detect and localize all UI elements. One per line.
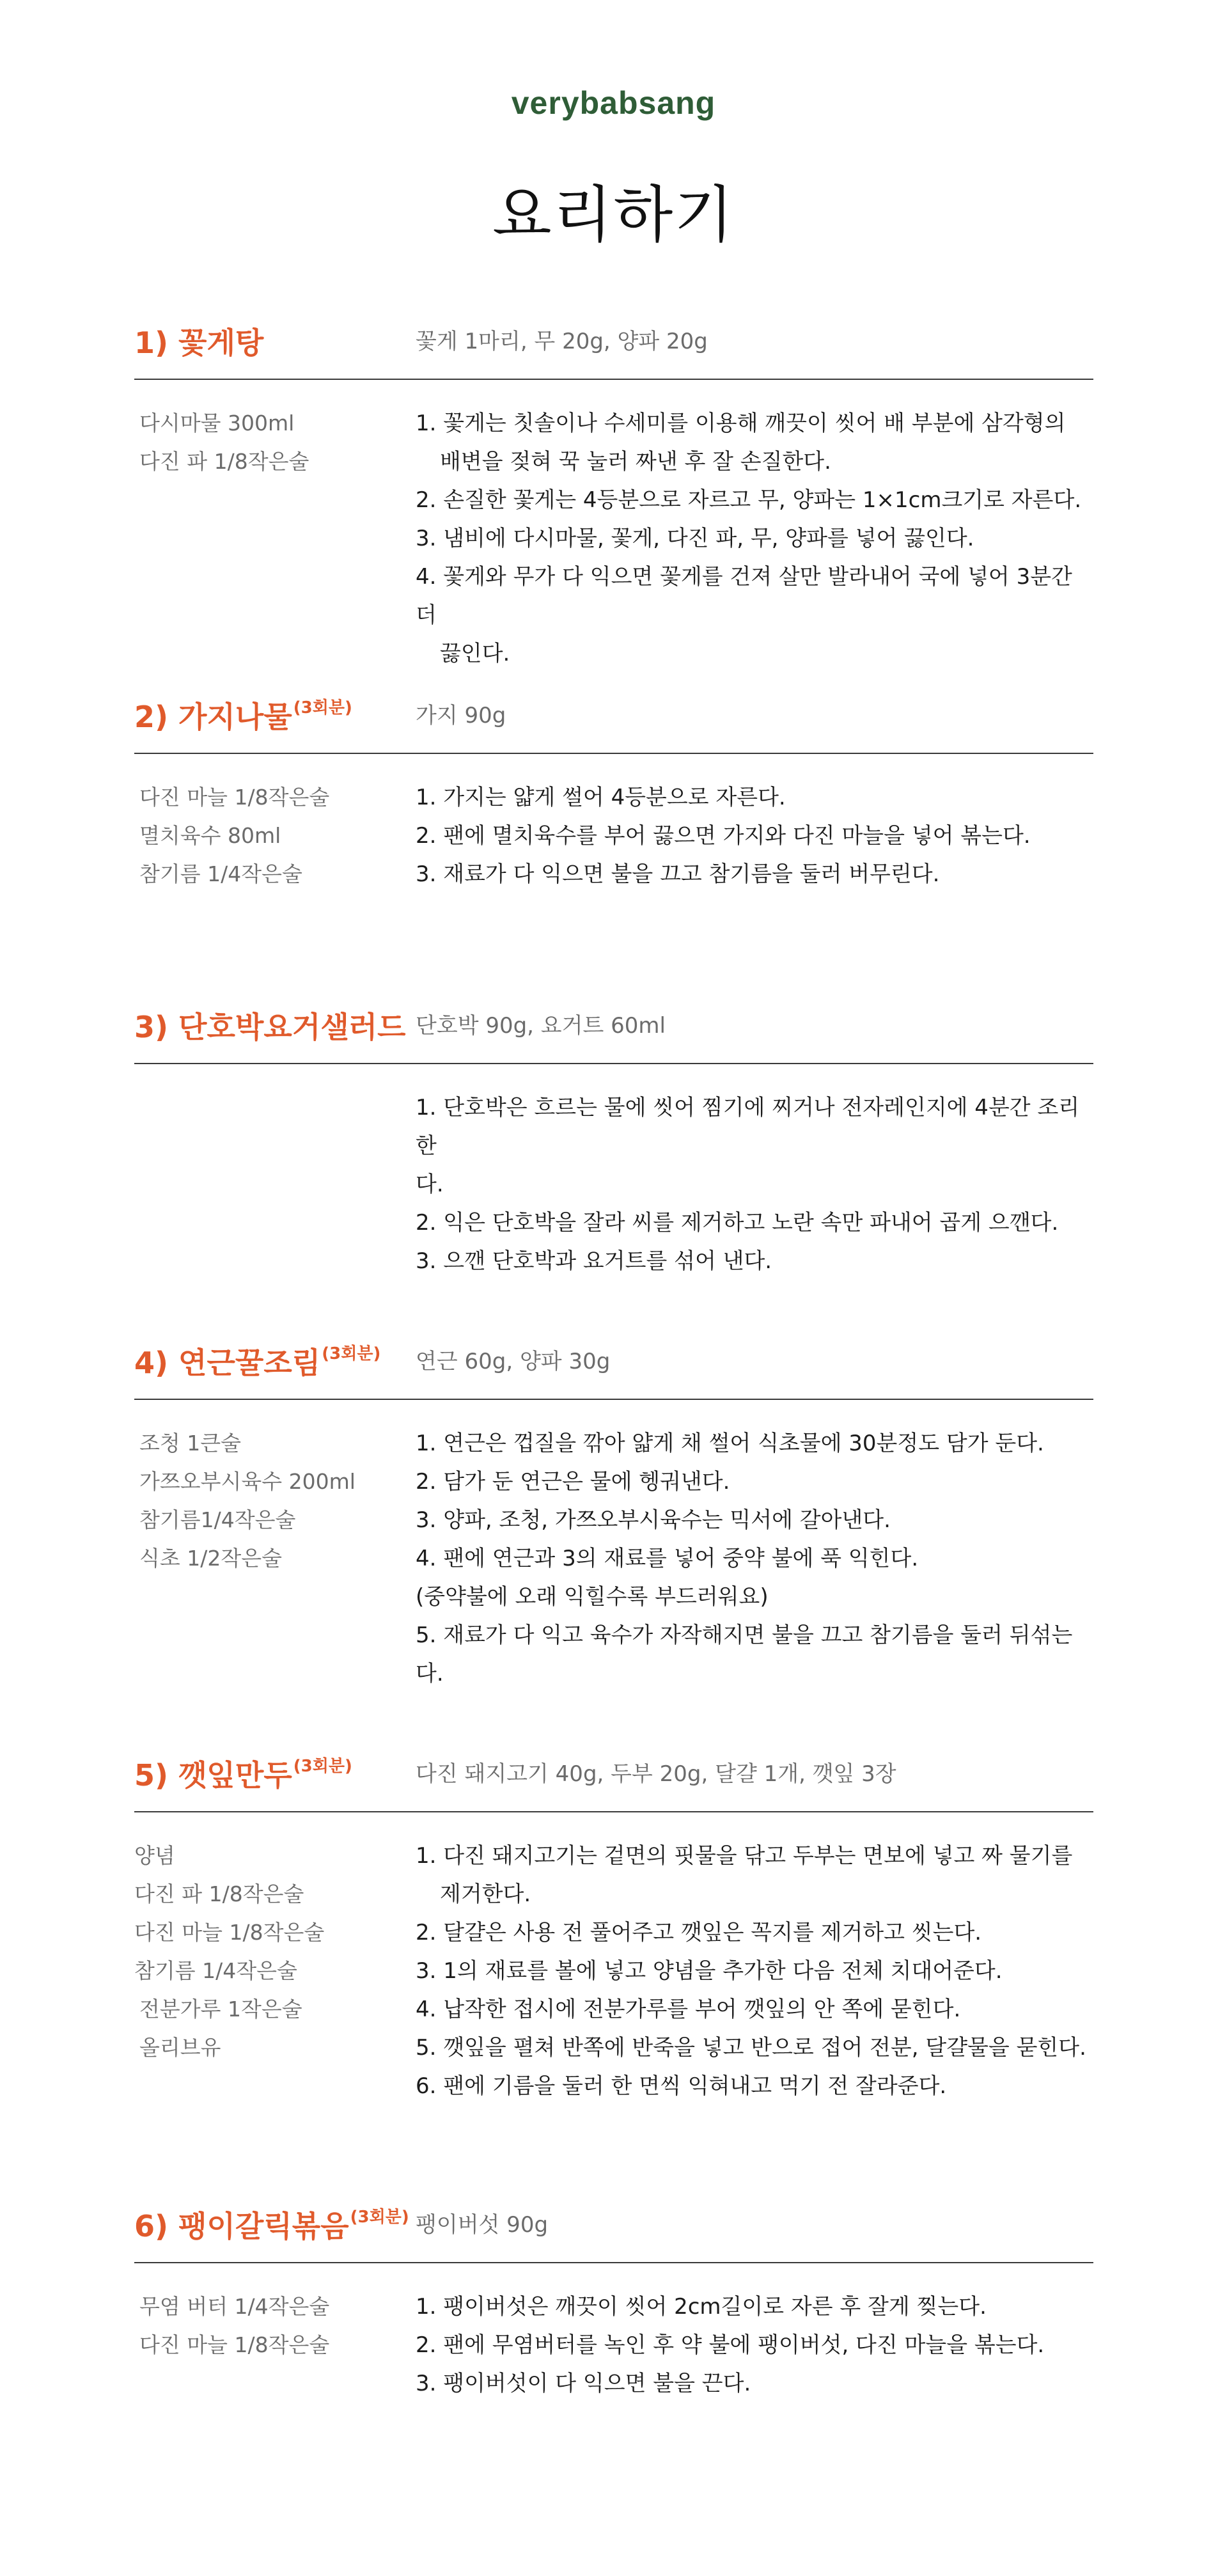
- step-line: 2. 팬에 멸치육수를 부어 끓으면 가지와 다진 마늘을 넣어 볶는다.: [416, 823, 1031, 849]
- seasoning-item: 참기름 1/4작은술: [134, 1958, 297, 1983]
- section-header: [134, 1340, 1093, 1410]
- seasoning-item: 다진 마늘 1/8작은술: [139, 785, 330, 810]
- step-line: (중약불에 오래 익힐수록 부드러워요): [416, 1584, 769, 1610]
- step-line: 1. 팽이버섯은 깨끗이 씻어 2cm길이로 자른 후 잘게 찢는다.: [416, 2294, 987, 2320]
- step-list: [416, 404, 1093, 673]
- section-header: [134, 1004, 1093, 1074]
- seasoning-item: 무염 버터 1/4작은술: [139, 2294, 330, 2319]
- step-line: 3. 재료가 다 익으면 불을 끄고 참기름을 둘러 버무린다.: [416, 861, 940, 887]
- recipe-section: [134, 2203, 1093, 2396]
- section-ingredients: 꽃게 1마리, 무 20g, 양파 20g: [416, 329, 708, 354]
- section-note: (3회분): [293, 698, 352, 718]
- seasoning-list: [139, 1424, 395, 1578]
- seasoning-item: 멸치육수 80ml: [139, 823, 281, 848]
- step-line: 2. 달걀은 사용 전 풀어주고 깻잎은 꼭지를 제거하고 씻는다.: [416, 1920, 982, 1945]
- step-list: [416, 1424, 1093, 1693]
- section-title: [134, 1752, 352, 1795]
- seasoning-list: [139, 778, 395, 893]
- section-note: (3회분): [350, 2208, 409, 2227]
- brand-logo: verybabsang: [511, 85, 716, 121]
- section-title-text: 4) 연근꿀조림: [134, 1346, 321, 1380]
- section-header: [134, 1752, 1093, 1823]
- step-list: [416, 778, 1093, 893]
- step-line: 5. 재료가 다 익고 육수가 자작해지면 불을 끄고 참기름을 둘러 뒤섞는다.: [416, 1622, 1073, 1686]
- step-line: 3. 냄비에 다시마물, 꽃게, 다진 파, 무, 양파를 넣어 끓인다.: [416, 526, 974, 551]
- seasoning-item: 다시마물 300ml: [139, 411, 295, 436]
- seasoning-item: 참기름1/4작은술: [139, 1507, 296, 1532]
- step-line: 4. 팬에 연근과 3의 재료를 넣어 중약 불에 푹 익힌다.: [416, 1546, 919, 1571]
- step-line: 5. 깻잎을 펼쳐 반쪽에 반죽을 넣고 반으로 접어 전분, 달걀물을 묻힌다.: [416, 2035, 1086, 2061]
- section-divider: [134, 1811, 1093, 1812]
- step-line: 1. 단호박은 흐르는 물에 씻어 찜기에 찌거나 전자레인지에 4분간 조리한: [416, 1095, 1080, 1159]
- step-line: 2. 손질한 꽃게는 4등분으로 자르고 무, 양파는 1×1cm크기로 자른다.: [416, 487, 1082, 513]
- step-list: [416, 1837, 1093, 2105]
- step-list: [416, 2288, 1093, 2403]
- page-title: 요리하기: [492, 179, 735, 251]
- section-title: [134, 2203, 409, 2245]
- step-line: 2. 익은 단호박을 잘라 씨를 제거하고 노란 속만 파내어 곱게 으깬다.: [416, 1210, 1059, 1236]
- section-title-text: 5) 깻잎만두: [134, 1758, 292, 1793]
- seasoning-item: 다진 마늘 1/8작은술: [139, 2332, 330, 2357]
- section-ingredients: 단호박 90g, 요거트 60ml: [416, 1013, 666, 1039]
- step-line: 배변을 젖혀 꾹 눌러 짜낸 후 잘 손질한다.: [440, 449, 831, 475]
- step-line: 1. 가지는 얇게 썰어 4등분으로 자른다.: [416, 785, 786, 810]
- step-list: [416, 1088, 1093, 1280]
- seasoning-item: 양념: [134, 1843, 175, 1868]
- seasoning-item: 올리브유: [139, 2035, 221, 2060]
- step-line: 제거한다.: [440, 1881, 531, 1907]
- step-line: 다.: [416, 1172, 444, 1197]
- step-line: 6. 팬에 기름을 둘러 한 면씩 익혀내고 먹기 전 잘라준다.: [416, 2073, 947, 2099]
- step-line: 2. 담가 둔 연근은 물에 헹궈낸다.: [416, 1469, 730, 1495]
- section-divider: [134, 1399, 1093, 1400]
- section-ingredients: 다진 돼지고기 40g, 두부 20g, 달걀 1개, 깻잎 3장: [416, 1761, 896, 1787]
- seasoning-item: 다진 파 1/8작은술: [139, 449, 309, 474]
- section-title-text: 6) 팽이갈릭볶음: [134, 2209, 349, 2243]
- step-line: 4. 납작한 접시에 전분가루를 부어 깻잎의 안 쪽에 묻힌다.: [416, 1997, 961, 2022]
- section-title: [134, 1004, 406, 1046]
- step-line: 3. 양파, 조청, 가쯔오부시육수는 믹서에 갈아낸다.: [416, 1507, 891, 1533]
- section-title: [134, 320, 265, 362]
- section-note: (3회분): [322, 1344, 381, 1363]
- seasoning-item: 다진 파 1/8작은술: [134, 1881, 304, 1906]
- seasoning-item: 식초 1/2작은술: [139, 1546, 282, 1571]
- seasoning-list: [139, 404, 395, 481]
- section-note: (3회분): [293, 1757, 352, 1776]
- section-ingredients: 팽이버섯 90g: [416, 2212, 549, 2238]
- step-line: 1. 다진 돼지고기는 겉면의 핏물을 닦고 두부는 면보에 넣고 짜 물기를: [416, 1843, 1073, 1869]
- section-header: [134, 2203, 1093, 2274]
- section-divider: [134, 1063, 1093, 1064]
- section-ingredients: 가지 90g: [416, 703, 506, 728]
- recipe-section: [134, 320, 1093, 666]
- seasoning-item: 가쯔오부시육수 200ml: [139, 1469, 356, 1494]
- section-title: [134, 1340, 380, 1382]
- recipe-section: [134, 1004, 1093, 1274]
- step-line: 3. 1의 재료를 볼에 넣고 양념을 추가한 다음 전체 치대어준다.: [416, 1958, 1003, 1984]
- seasoning-item: 조청 1큰술: [139, 1431, 241, 1456]
- step-line: 2. 팬에 무염버터를 녹인 후 약 불에 팽이버섯, 다진 마늘을 볶는다.: [416, 2332, 1045, 2358]
- seasoning-list: [134, 1837, 390, 2067]
- recipe-section: [134, 1752, 1093, 2099]
- seasoning-item: 전분가루 1작은술: [139, 1997, 302, 2022]
- recipe-section: [134, 694, 1093, 887]
- section-title: [134, 694, 352, 736]
- section-title-text: 3) 단호박요거샐러드: [134, 1010, 406, 1044]
- section-divider: [134, 2262, 1093, 2263]
- section-header: [134, 694, 1093, 764]
- step-line: 1. 연근은 껍질을 깎아 얇게 채 썰어 식초물에 30분정도 담가 둔다.: [416, 1431, 1044, 1456]
- step-line: 3. 으깬 단호박과 요거트를 섞어 낸다.: [416, 1248, 772, 1274]
- step-line: 끓인다.: [440, 641, 510, 666]
- step-line: 3. 팽이버섯이 다 익으면 불을 끈다.: [416, 2371, 751, 2396]
- recipe-section: [134, 1340, 1093, 1686]
- section-ingredients: 연근 60g, 양파 30g: [416, 1349, 611, 1374]
- seasoning-item: 다진 마늘 1/8작은술: [134, 1920, 325, 1945]
- section-divider: [134, 753, 1093, 754]
- section-header: [134, 320, 1093, 390]
- seasoning-list: [139, 2288, 395, 2364]
- section-title-text: 2) 가지나물: [134, 700, 292, 734]
- step-line: 4. 꽃게와 무가 다 익으면 꽃게를 건져 살만 발라내어 국에 넣어 3분간 더: [416, 564, 1072, 628]
- step-line: 1. 꽃게는 칫솔이나 수세미를 이용해 깨끗이 씻어 배 부분에 삼각형의: [416, 411, 1066, 436]
- section-title-text: 1) 꽃게탕: [134, 326, 264, 360]
- seasoning-item: 참기름 1/4작은술: [139, 861, 302, 886]
- section-divider: [134, 379, 1093, 380]
